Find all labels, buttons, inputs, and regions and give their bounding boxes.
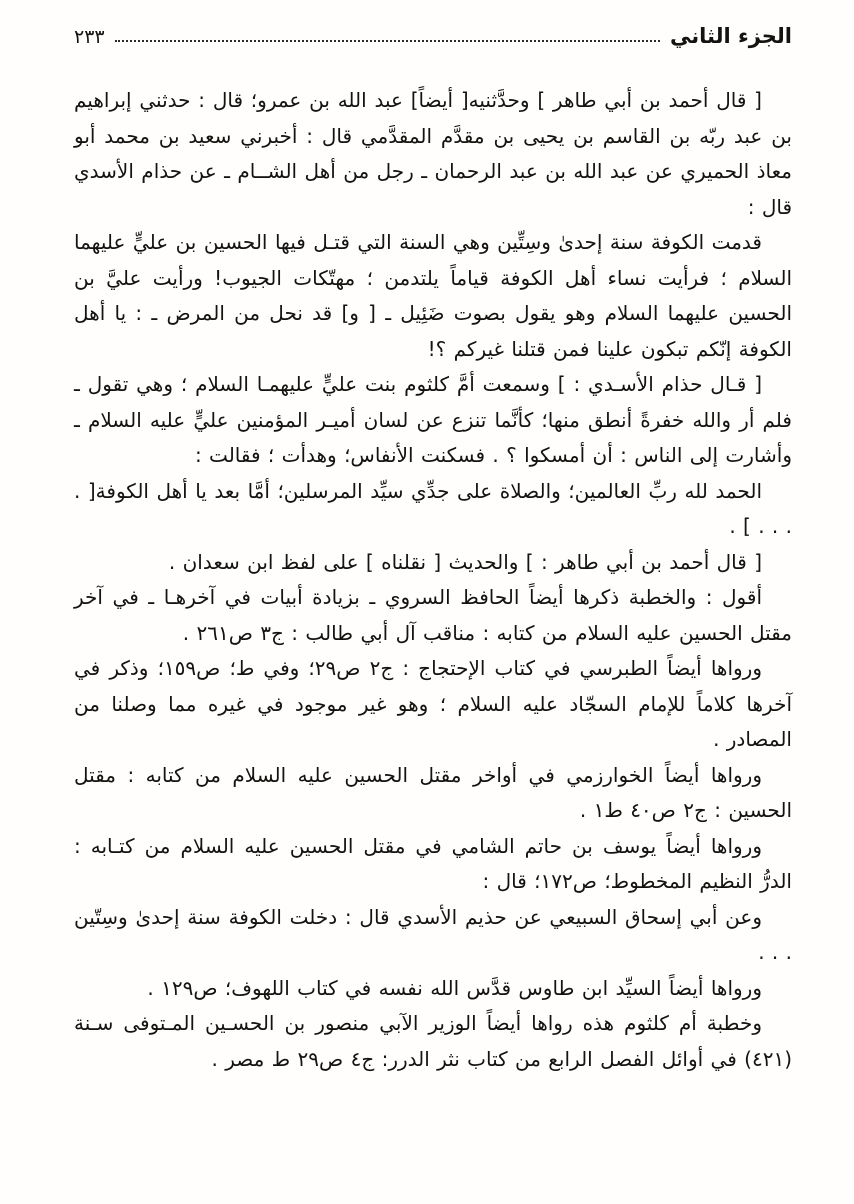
page-number: ٢٣٣ xyxy=(74,26,105,49)
paragraph: قدمت الكوفة سنة إحدىٰ وسِتِّين وهي السنة التي قتـل فيها الحسين بن عليٍّ عليهما السلام ؛ فرأيت نساء أهل الكوفة قياماً يلتدمن ؛ مهتّكات الجيوب! ورأيت عليَّ بن الحسين عليهما السلام وهو يقول بصوت ضَئِيل ـ [ و] قد نحل من المرض ـ : يا أهل الكوفة إنّكم تبكون علينا فمن قتلنا غيركم ؟! xyxy=(74,230,792,361)
paragraph: وخطبة أم كلثوم هذه رواها أيضاً الوزير الآبي منصور بن الحسـين المـتوفى سـنة (٤٢١) في أوائل الفصل الرابع من كتاب نثر الدرر: ج٤ ص٢٩ ط مصر . xyxy=(74,1011,792,1071)
paragraph: ورواها أيضاً السيِّد ابن طاوس قدَّس الله نفسه في كتاب اللهوف؛ ص١٢٩ . xyxy=(147,975,762,1000)
paragraph: أقول : والخطبة ذكرها أيضاً الحافظ السروي ـ بزيادة أبيات في آخرهـا ـ في آخر مقتل الحسين عليه السلام من كتابه : مناقب آل أبي طالب : ج٣ ص٢٦١ . xyxy=(74,585,792,645)
paragraph: [ قـال حذام الأسـدي : ] وسمعت أمَّ كلثوم بنت عليٍّ عليهمـا السلام ؛ وهي تقول ـ فلم أر والله خفرةً أنطق منها؛ كأنَّما تنزع عن لسان أميـر المؤمنين عليٍّ عليه السلام ـ وأشارت إلى الناس : أن أمسكوا ؟ . فسكنت الأنفاس؛ وهدأت ؛ فقالت : xyxy=(74,372,792,468)
page-header xyxy=(74,24,792,49)
paragraph: وعن أبي إسحاق السبيعي عن حذيم الأسدي قال : دخلت الكوفة سنة إحدىٰ وسِتّين . . . xyxy=(74,904,792,965)
paragraph: ورواها أيضاً الخوارزمي في أواخر مقتل الحسين عليه السلام من كتابه : مقتل الحسين : ج٢ ص٤٠ ط١ . xyxy=(74,762,792,823)
paragraph: ورواها أيضاً الطبرسي في كتاب الإحتجاج : ج٢ ص٢٩؛ وفي ط؛ ص١٥٩؛ وذكر في آخرها كلاماً للإمام السجّاد عليه السلام ؛ وهو غير موجود في غيره مما وصلنا من المصادر . xyxy=(74,656,792,752)
paragraph: ورواها أيضاً يوسف بن حاتم الشامي في مقتل الحسين عليه السلام من كتـابه : الدرُّ النظيم المخطوط؛ ص١٧٢؛ قال : xyxy=(74,833,792,894)
paragraph: [ قال أحمد بن أبي طاهر ] وحدَّثنيه[ أيضاً] عبد الله بن عمرو؛ قال : حدثني إبراهيم بن عبد ربّه بن القاسم بن يحيى بن مقدَّم المقدَّمي قال : أخبرني سعيد بن محمد أبو معاذ الحميري عن عبد الله بن عبد الرحمان ـ رجل من أهل الشــام ـ عن حذام الأسدي قال : xyxy=(74,88,792,219)
paragraph: [ قال أحمد بن أبي طاهر : ] والحديث [ نقلناه ] على لفظ ابن سعدان . xyxy=(168,549,762,574)
page-body xyxy=(74,83,792,1077)
part-title: الجزء الثاني xyxy=(669,24,792,48)
paragraph: الحمد لله ربِّ العالمين؛ والصلاة على جدِّي سيِّد المرسلين؛ أمَّا بعد يا أهل الكوفة[ . . . . ] . xyxy=(74,478,792,539)
dotted-leader xyxy=(115,40,660,42)
